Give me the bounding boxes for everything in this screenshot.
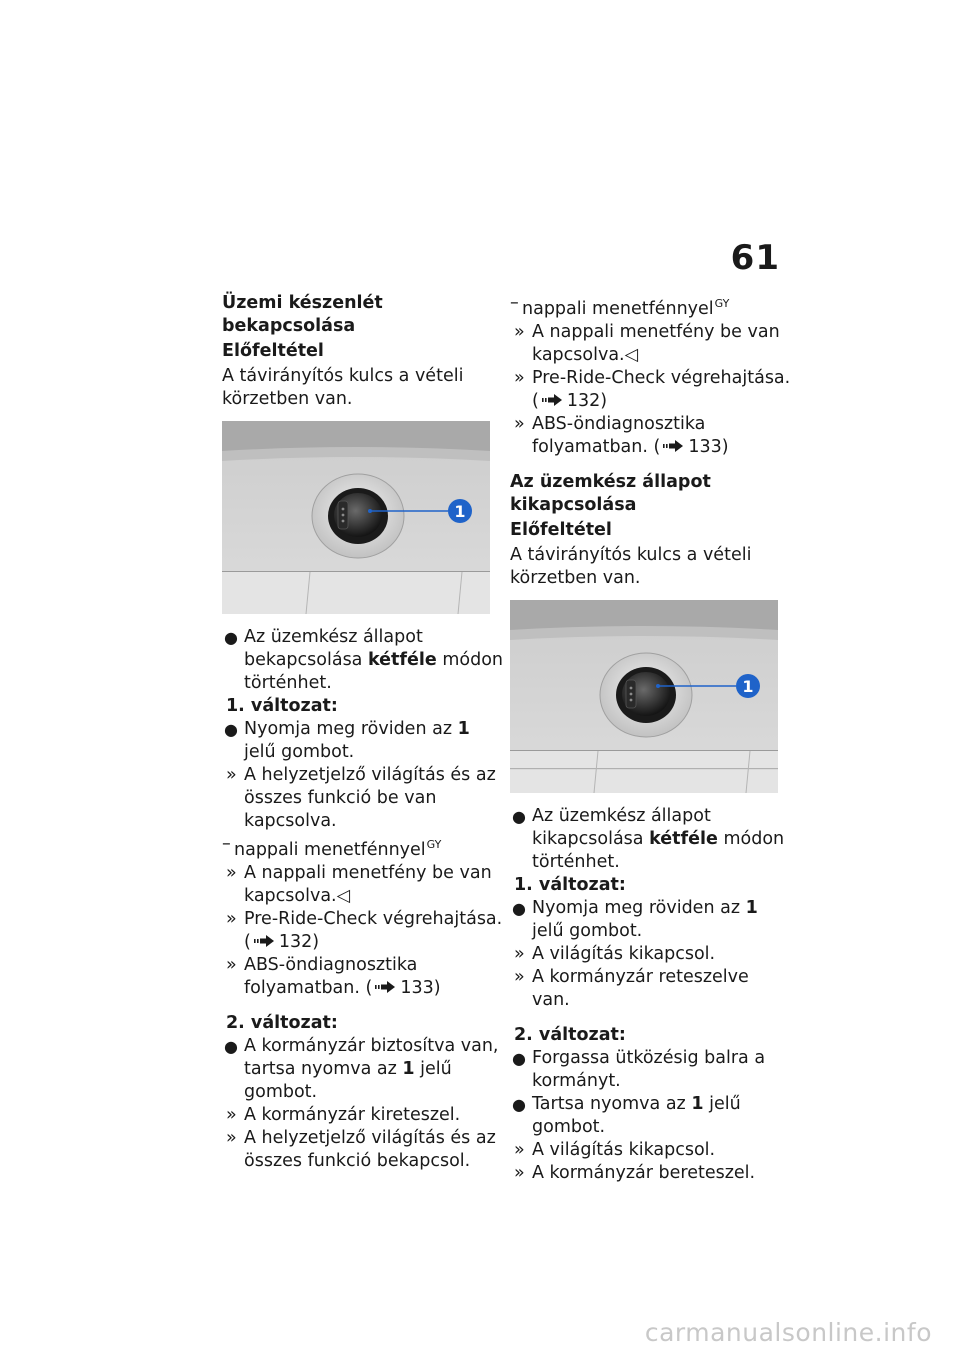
left-column bbox=[222, 292, 504, 1173]
right-column bbox=[510, 292, 792, 1185]
list-item: ● Nyomja meg röviden az 1 jelű gombot. bbox=[224, 719, 470, 762]
variant-heading: 2. változat: bbox=[514, 1025, 626, 1045]
switch-figure bbox=[510, 600, 778, 793]
dash-item: – nappali menetfénnyel$^{GY}$ bbox=[510, 293, 730, 319]
page-ref-arrow-icon bbox=[374, 980, 396, 994]
section-heading-on: Üzemi készenlét bekapcsolása bbox=[222, 293, 383, 336]
end-mark: ◁ bbox=[624, 345, 639, 365]
switch-figure bbox=[222, 421, 490, 614]
page-ref[interactable]: 132) bbox=[566, 391, 608, 411]
page-ref-arrow-icon bbox=[541, 393, 563, 407]
result-item: » A helyzetjelző világítás és az összes funkció bekapcsol. bbox=[226, 1128, 496, 1171]
prerequisite-heading: Előfeltétel bbox=[222, 341, 324, 361]
result-item: » Pre-Ride-Check végrehajtása. ( 132) bbox=[226, 909, 503, 952]
section-heading-off: Az üzemkész állapot kikapcsolása bbox=[510, 472, 711, 515]
page-ref[interactable]: 133) bbox=[400, 978, 441, 998]
page-ref-arrow-icon bbox=[253, 934, 275, 948]
list-item: ● Nyomja meg röviden az 1 jelű gombot. bbox=[512, 898, 758, 941]
bullet-marker: ● bbox=[224, 628, 238, 647]
result-item: » A világítás kikapcsol. bbox=[514, 944, 716, 964]
variant-heading: 2. változat: bbox=[226, 1013, 338, 1033]
switch-illustration bbox=[510, 600, 778, 793]
callout-label: 1 bbox=[454, 502, 466, 521]
variant-heading: 1. változat: bbox=[514, 875, 626, 895]
list-item: ● Forgassa ütközésig balra a kormányt. bbox=[512, 1048, 766, 1091]
list-item: ● A kormányzár biztosítva van, tartsa nyomva az 1 jelű gombot. bbox=[224, 1036, 499, 1102]
list-item: ● Az üzemkész állapot bekapcsolása kétféle módon történhet. bbox=[224, 627, 504, 693]
result-item: » ABS-öndiagnosztika folyamatban. ( 133) bbox=[226, 955, 441, 998]
callout-label: 1 bbox=[742, 677, 754, 696]
dash-item: – nappali menetfénnyel$^{GY}$ bbox=[222, 834, 442, 860]
page-ref-arrow-icon bbox=[662, 439, 684, 453]
page-ref[interactable]: 133) bbox=[688, 437, 729, 457]
result-item: » A világítás kikapcsol. bbox=[514, 1140, 716, 1160]
page-ref[interactable]: 132) bbox=[278, 932, 320, 952]
result-item: » Pre-Ride-Check végrehajtása. ( 132) bbox=[514, 368, 791, 411]
result-item: » A kormányzár bereteszel. bbox=[514, 1163, 756, 1183]
variant-heading: 1. változat: bbox=[226, 696, 338, 716]
result-item: » ABS-öndiagnosztika folyamatban. ( 133) bbox=[514, 414, 729, 457]
result-item: » A kormányzár kireteszel. bbox=[226, 1105, 461, 1125]
result-item: » A kormányzár reteszelve van. bbox=[514, 967, 749, 1010]
prerequisite-text: A távirányítós kulcs a vételi körzetben van. bbox=[222, 366, 464, 409]
switch-illustration bbox=[222, 421, 490, 614]
page-number: 61 bbox=[730, 238, 780, 278]
prerequisite-heading: Előfeltétel bbox=[510, 520, 612, 540]
watermark: carmanualsonline.info bbox=[644, 1318, 932, 1347]
prerequisite-text: A távirányítós kulcs a vételi körzetben van. bbox=[510, 545, 752, 588]
result-item: » A helyzetjelző világítás és az összes funkció be van kapcsolva. bbox=[226, 765, 496, 831]
end-mark: ◁ bbox=[336, 886, 351, 906]
list-item: ● Tartsa nyomva az 1 jelű gombot. bbox=[512, 1094, 741, 1137]
list-item: ● Az üzemkész állapot kikapcsolása kétféle módon történhet. bbox=[512, 806, 785, 872]
result-item: » A nappali menetfény be van kapcsolva.◁ bbox=[514, 322, 780, 365]
result-item: » A nappali menetfény be van kapcsolva.◁ bbox=[226, 863, 492, 906]
